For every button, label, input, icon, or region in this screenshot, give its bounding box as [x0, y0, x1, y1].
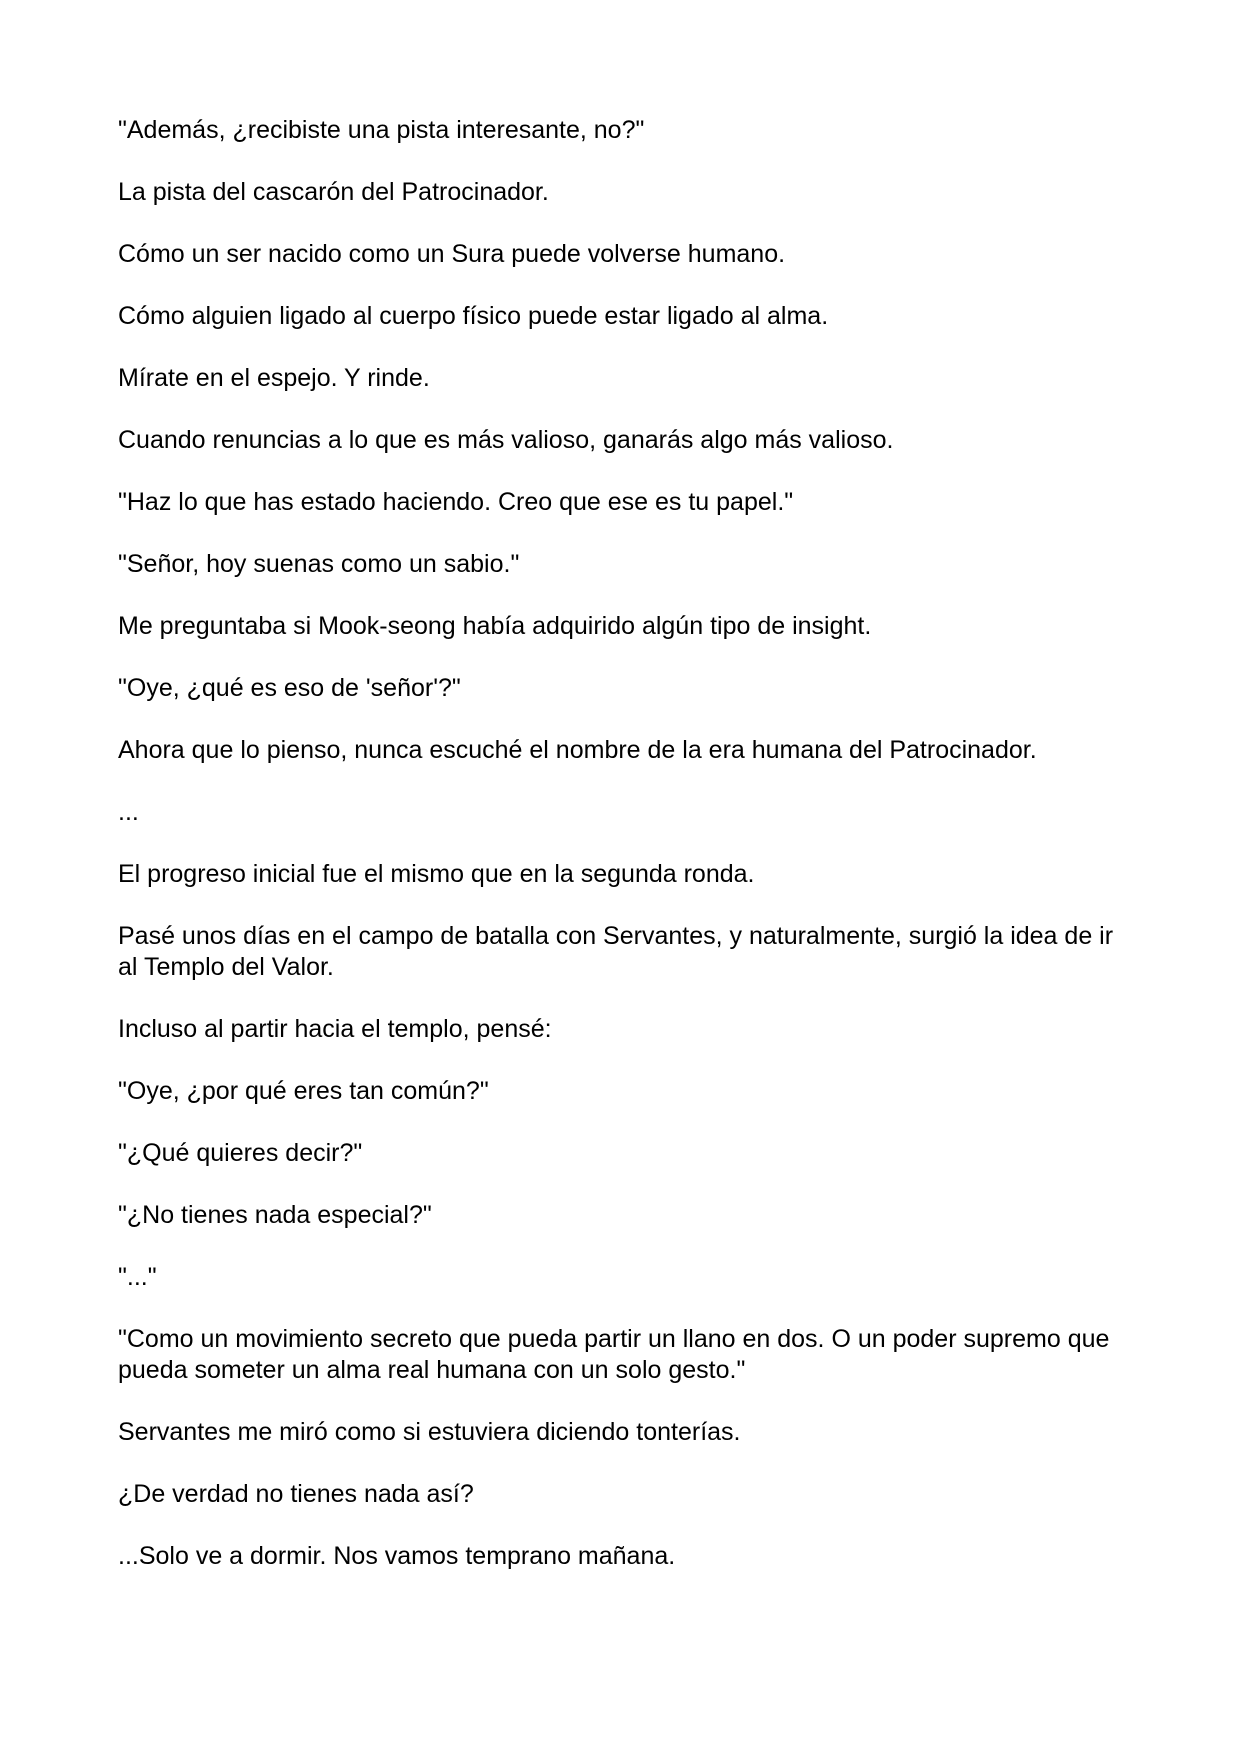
paragraph: "¿No tienes nada especial?": [118, 1201, 432, 1229]
paragraph: Me preguntaba si Mook-seong había adquirido algún tipo de insight.: [118, 612, 872, 640]
paragraph: "Oye, ¿por qué eres tan común?": [118, 1077, 489, 1105]
paragraph: Cuando renuncias a lo que es más valioso, ganarás algo más valioso.: [118, 426, 894, 454]
paragraph: ...Solo ve a dormir. Nos vamos temprano mañana.: [118, 1542, 676, 1570]
paragraph: "Oye, ¿qué es eso de 'señor'?": [118, 674, 461, 702]
paragraph: Ahora que lo pienso, nunca escuché el nombre de la era humana del Patrocinador.: [118, 736, 1037, 764]
paragraph: Cómo un ser nacido como un Sura puede volverse humano.: [118, 240, 786, 268]
paragraph: Cómo alguien ligado al cuerpo físico puede estar ligado al alma.: [118, 302, 829, 330]
paragraph: "Como un movimiento secreto que pueda partir un llano en dos. O un poder supremo que pueda someter un alma real humana con un solo gesto.": [118, 1325, 1110, 1384]
paragraph: Mírate en el espejo. Y rinde.: [118, 364, 430, 392]
paragraph: "...": [118, 1263, 157, 1291]
paragraph: "Además, ¿recibiste una pista interesante, no?": [118, 116, 645, 144]
paragraph: El progreso inicial fue el mismo que en la segunda ronda.: [118, 860, 755, 888]
paragraph: Pasé unos días en el campo de batalla con Servantes, y naturalmente, surgió la idea de ir al Templo del Valor.: [118, 922, 1114, 981]
paragraph: Incluso al partir hacia el templo, pensé:: [118, 1015, 552, 1043]
paragraph: "Señor, hoy suenas como un sabio.": [118, 550, 520, 578]
paragraph: "Haz lo que has estado haciendo. Creo que ese es tu papel.": [118, 488, 794, 516]
paragraph: La pista del cascarón del Patrocinador.: [118, 178, 549, 206]
paragraph: "¿Qué quieres decir?": [118, 1139, 363, 1167]
paragraph: ...: [118, 798, 139, 826]
paragraph: Servantes me miró como si estuviera diciendo tonterías.: [118, 1418, 741, 1446]
paragraph: ¿De verdad no tienes nada así?: [118, 1480, 474, 1508]
document-body: [118, 115, 1128, 1603]
